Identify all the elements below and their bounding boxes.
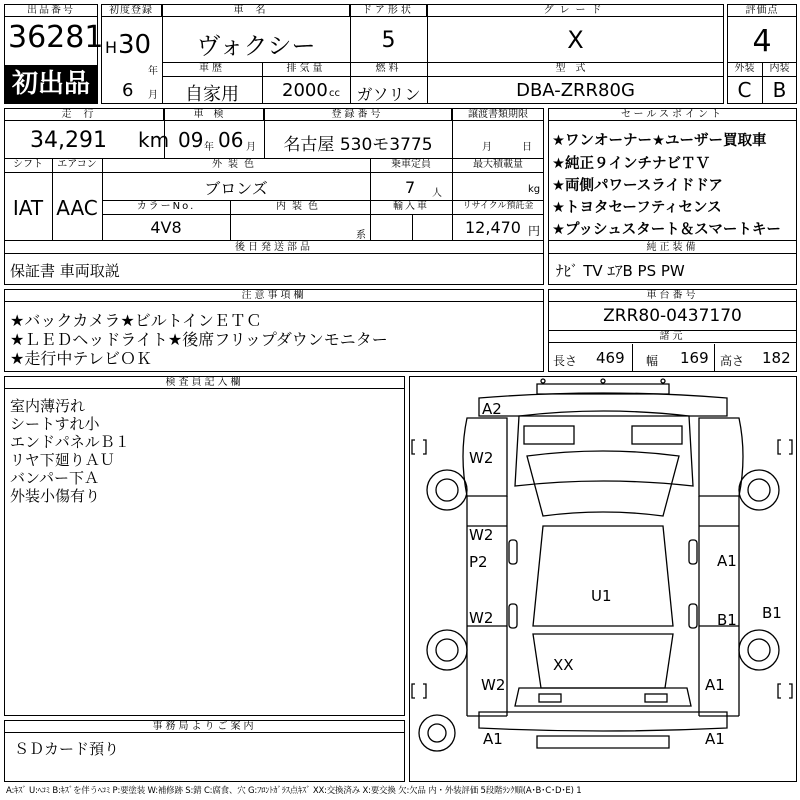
recycle-unit: 円 xyxy=(528,224,541,238)
ext-color: ブロンズ xyxy=(204,179,268,198)
office-label: 事務局よりご案内 xyxy=(4,720,405,733)
width-label: 幅 xyxy=(646,354,659,368)
doors: 5 xyxy=(381,28,396,53)
displacement-label: 排気量 xyxy=(286,63,326,74)
model: DBA-ZRR80G xyxy=(516,80,635,101)
sales-point-3: ★両側パワースライドドア xyxy=(552,178,723,194)
model-label: 型式 xyxy=(555,63,596,74)
max-load-label: 最大積載量 xyxy=(473,159,523,170)
equipment-label: 純正装備 xyxy=(548,241,797,254)
width: 169 xyxy=(680,349,709,367)
mark-p2-fl-door: P2 xyxy=(469,553,488,571)
plate-label: 登録番号 xyxy=(264,108,452,121)
car-diagram xyxy=(409,376,797,782)
mark-a1-fr-door: A1 xyxy=(717,552,737,570)
mark-a1-rear-right: A1 xyxy=(705,730,725,748)
inspector-line-3: エンドパネルＢ１ xyxy=(10,433,130,451)
office-text: ＳＤカード預り xyxy=(14,740,120,758)
inspection-month: 06 xyxy=(218,128,244,152)
first-reg-year: 30 xyxy=(118,30,152,60)
mark-a1-rr-quarter: A1 xyxy=(705,676,725,694)
equipment: ﾅﾋﾞ TV ｴｱB PS PW xyxy=(556,262,685,280)
door-label: ドア形状 xyxy=(350,4,427,17)
import-label: 輸入車 xyxy=(393,201,429,212)
score: 4 xyxy=(752,24,772,59)
inspector-line-5: バンパー下Ａ xyxy=(10,469,99,487)
mark-b1-rr-door: B1 xyxy=(717,611,737,629)
int-color-unit: 系 xyxy=(356,230,366,241)
inspection-month-unit: 月 xyxy=(246,142,256,153)
displacement: 2000 xyxy=(282,80,328,101)
mark-w2-fl-door: W2 xyxy=(469,526,494,544)
height: 182 xyxy=(762,349,791,367)
inspection-year: 09 xyxy=(178,128,204,152)
recycle: 12,470 xyxy=(465,218,521,237)
grade-label: グレード xyxy=(427,4,724,17)
inspection-year-unit: 年 xyxy=(204,142,214,153)
recycle-label: リサイクル預託金 xyxy=(462,201,534,211)
mark-w2-rl-quarter: W2 xyxy=(481,676,506,694)
fuel: ガソリン xyxy=(356,85,421,104)
month-unit: 月 xyxy=(148,90,158,101)
length: 469 xyxy=(596,349,625,367)
inspector-label: 検査員記入欄 xyxy=(4,376,405,389)
history-label: 車歴 xyxy=(199,63,225,74)
note-3: ★走行中テレビＯＫ xyxy=(10,349,153,368)
shift: IAT xyxy=(12,196,44,220)
mark-w2-fl-fender: W2 xyxy=(469,449,494,467)
capacity-unit: 人 xyxy=(432,188,442,199)
sales-point-2: ★純正９インチナビＴＶ xyxy=(552,156,710,172)
grade: X xyxy=(567,26,584,54)
mark-xx-rear-glass: XX xyxy=(553,656,574,674)
inspector-line-1: 室内薄汚れ xyxy=(10,397,86,415)
max-load-unit: kg xyxy=(528,184,541,195)
car-name-label: 車名 xyxy=(162,4,350,17)
first-reg-month: 6 xyxy=(122,80,134,101)
lot-number-label: 出品番号 xyxy=(4,4,98,17)
damage-legend: A:ｷｽﾞ U:ﾍｺﾐ B:ｷｽﾞを伴うﾍｺﾐ P:要塗装 W:補修跡 S:錆 C:腐食、穴 G:ﾌﾛﾝﾄｶﾞﾗｽ点ｷｽﾞ XX:交換済み X:要交換 欠:欠品 内・外装評価 5段階ﾗﾝｸ順(A･B･C･D･E) 1 xyxy=(6,786,582,796)
first-reg-label: 初度登録 xyxy=(101,4,162,17)
mark-b1-right-side: B1 xyxy=(762,604,782,622)
inspector-line-2: シートすれ小 xyxy=(10,415,100,433)
score-label: 評価点 xyxy=(727,4,797,17)
mark-u1-roof: U1 xyxy=(591,587,612,605)
chassis-label: 車台番号 xyxy=(548,289,797,302)
era: H xyxy=(105,38,118,57)
int-grade-label: 内装 xyxy=(769,63,790,74)
shift-label: シフト xyxy=(13,159,43,170)
dims-label: 諸元 xyxy=(548,330,797,343)
color-no: 4V8 xyxy=(150,218,182,237)
capacity: 7 xyxy=(405,178,416,197)
note-2: ★ＬＥＤヘッドライト★後席フリップダウンモニター xyxy=(10,330,388,349)
sales-point-5: ★プッシュスタート＆スマートキー xyxy=(552,222,781,238)
lot-number: 36281 xyxy=(8,20,104,55)
transfer-day-unit: 日 xyxy=(522,142,532,153)
mark-a2-front: A2 xyxy=(482,400,502,418)
history: 自家用 xyxy=(185,84,239,105)
mileage: 34,291 xyxy=(30,128,107,153)
int-color-label: 内装色 xyxy=(276,201,324,212)
year-unit: 年 xyxy=(148,66,158,77)
inspection-label: 車検 xyxy=(164,108,264,121)
ext-grade: C xyxy=(737,78,752,102)
notes-label: 注意事項欄 xyxy=(4,289,544,302)
height-label: 高さ xyxy=(720,354,745,368)
sales-points-label: セールスポイント xyxy=(548,108,797,121)
first-listing-badge: 初出品 xyxy=(5,65,97,103)
note-1: ★バックカメラ★ビルトインＥＴＣ xyxy=(10,311,262,330)
car-name: ヴォクシー xyxy=(196,32,316,60)
mileage-label: 走行 xyxy=(4,108,164,121)
ext-grade-label: 外装 xyxy=(734,63,755,74)
sales-point-1: ★ワンオーナー★ユーザー買取車 xyxy=(552,133,767,149)
mark-w2-rl-door: W2 xyxy=(469,609,494,627)
fuel-label: 燃料 xyxy=(375,63,402,74)
later-parts: 保証書 車両取説 xyxy=(10,262,120,280)
chassis-number: ZRR80-0437170 xyxy=(603,306,742,326)
sales-point-4: ★トヨタセーフティセンス xyxy=(552,200,722,216)
transfer-month-unit: 月 xyxy=(482,142,492,153)
capacity-label: 乗車定員 xyxy=(391,159,431,170)
ac: AAC xyxy=(56,196,98,220)
later-parts-label: 後日発送部品 xyxy=(4,241,544,254)
plate: 名古屋 530モ3775 xyxy=(283,135,433,155)
length-label: 長さ xyxy=(553,354,578,368)
inspector-line-4: リヤ下廻りＡＵ xyxy=(10,451,115,469)
mark-a1-rear-left: A1 xyxy=(483,730,503,748)
mileage-unit: km xyxy=(138,128,170,152)
ac-label: エアコン xyxy=(57,159,97,170)
int-grade: B xyxy=(772,78,787,102)
inspector-line-6: 外装小傷有り xyxy=(10,487,101,505)
displacement-unit: cc xyxy=(329,88,340,99)
color-no-label: カラーNo. xyxy=(136,201,196,212)
transfer-label: 譲渡書類期限 xyxy=(452,108,544,121)
ext-color-label: 外装色 xyxy=(212,159,260,170)
